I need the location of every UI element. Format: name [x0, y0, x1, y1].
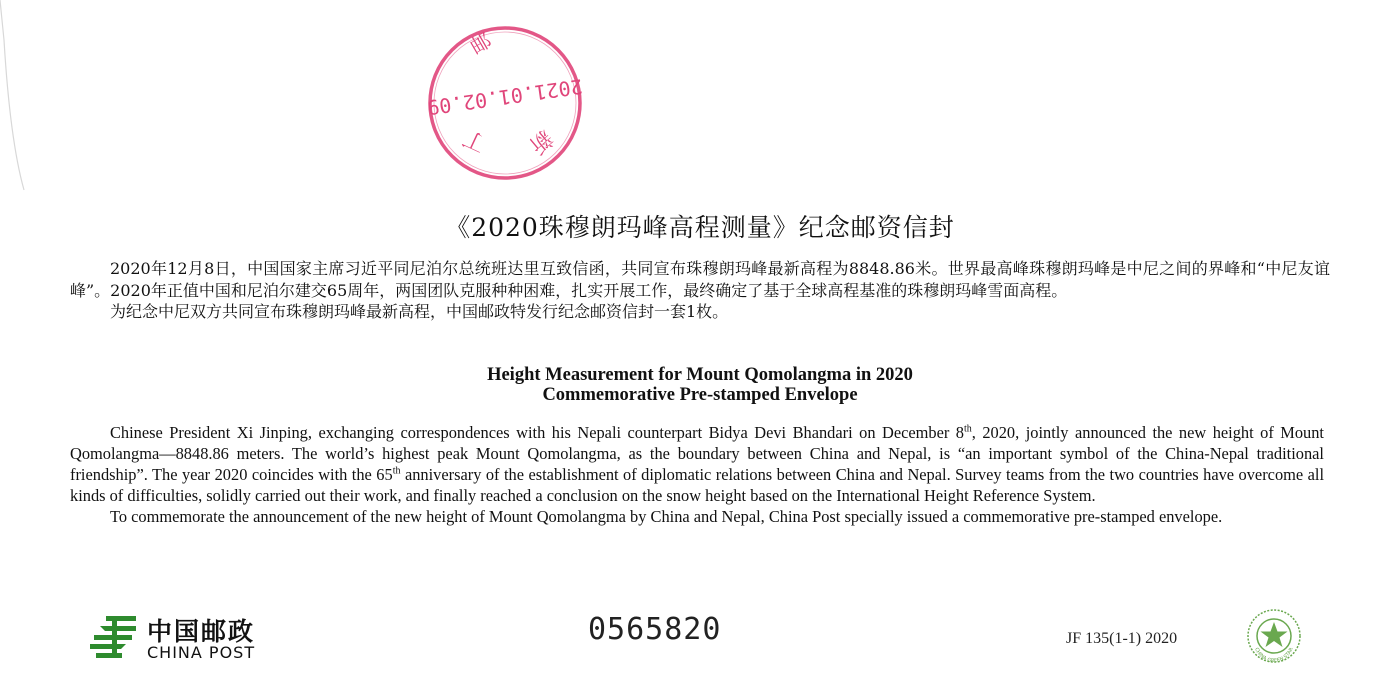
postmark-char-left: 新 [524, 124, 557, 158]
serial-number: 0565820 [588, 612, 722, 647]
en-body [70, 422, 1324, 527]
en-p1-sup-2: th [392, 465, 401, 477]
logo-english-text: CHINA POST [147, 643, 256, 662]
china-green-star-seal [1244, 608, 1304, 668]
en-paragraph-1 [70, 422, 1324, 506]
envelope-flap-edge [0, 0, 40, 693]
en-title-line-1: Height Measurement for Mount Qomolangma in 2020 [487, 365, 913, 385]
seal-text: CHINA GREEN STAR [1253, 646, 1295, 665]
svg-text:CHINA GREEN STAR [1253, 646, 1295, 664]
china-post-logo [90, 612, 280, 664]
cn-title: 《2020珠穆朗玛峰高程测量》纪念邮资信封 [445, 213, 955, 242]
envelope-code: JF 135(1-1) 2020 [1066, 630, 1178, 647]
postmark-char-right: 丁 [459, 124, 491, 156]
postmark-char-bottom: 邮 [465, 28, 496, 59]
postmark-stamp [420, 18, 590, 188]
en-title [0, 365, 1400, 405]
en-p1-part-2: , 2020, jointly announced the new height of Mount Qomolangma—8848.86 meters. The world’s highest peak Mount Qomolangma, as the boundary between China and Nepal, is “an important symbol of the China-Nepal traditional friendship”. The year 2020 coincides with the 65 [70, 423, 1324, 484]
china-post-emblem-icon [90, 614, 138, 660]
en-p1-sup-1: th [964, 423, 972, 435]
cn-paragraph-2: 为纪念中尼双方共同宣布珠穆朗玛峰最新高程，中国邮政特发行纪念邮资信封一套1枚。 [110, 302, 729, 321]
en-p1-part-3: anniversary of the establishment of diplomatic relations between China and Nepal. Survey teams from the two countries have overcome all kinds of difficulties, solidly carried out their work, and finally reached a conclusion on the snow height based on the International Height Reference System. [70, 465, 1325, 505]
en-paragraph-2: To commemorate the announcement of the new height of Mount Qomolangma by China and Nepal, China Post specially issued a commemorative pre-stamped envelope. [110, 507, 1223, 526]
postmark-date: 2021.01.02.09 [425, 74, 585, 120]
en-p1-part-1: Chinese President Xi Jinping, exchanging correspondences with his Nepali counterpart Bidya Devi Bhandari on December 8 [110, 423, 964, 442]
cn-body [70, 258, 1330, 323]
cn-paragraph-1: 2020年12月8日，中国国家主席习近平同尼泊尔总统班达里互致信函，共同宣布珠穆朗玛峰最新高程为8848.86米。世界最高峰珠穆朗玛峰是中尼之间的界峰和“中尼友谊峰”。2020年正值中国和尼泊尔建交65周年，两国团队克服种种困难，扎实开展工作，最终确定了基于全球高程基准的珠穆朗玛峰雪面高程。 [70, 259, 1330, 300]
en-title-line-2: Commemorative Pre-stamped Envelope [542, 385, 858, 405]
star-icon [1261, 622, 1288, 647]
logo-chinese-text: 中国邮政 [147, 617, 256, 646]
